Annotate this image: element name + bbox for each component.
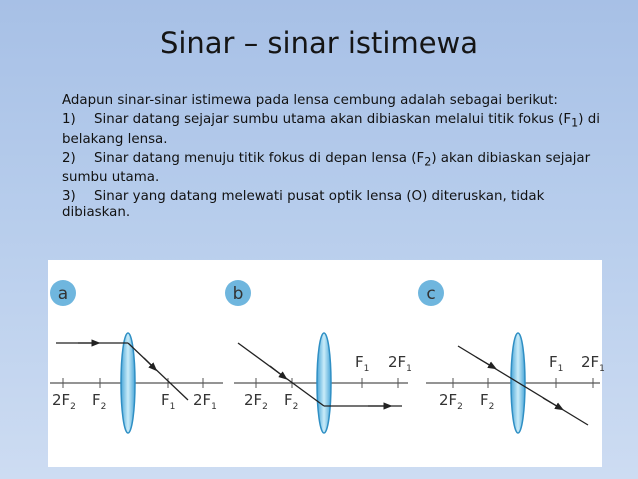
ray-arrow — [144, 358, 154, 368]
ray-arrow — [476, 357, 493, 367]
item-number: 3) — [62, 189, 76, 205]
label-f1: $F_1$ — [161, 391, 176, 412]
ray-arrow — [543, 398, 560, 408]
list-item — [62, 189, 602, 221]
lens-diagrams — [48, 260, 605, 467]
badge-b-label: b — [232, 284, 244, 304]
item-text-end: ) di belakang lensa. — [62, 112, 600, 147]
item-text-end: ) akan dibiaskan sejajar sumbu utama. — [62, 150, 591, 186]
item-text: Sinar datang sejajar sumbu utama akan dibiaskan melalui titik fokus (F — [94, 112, 572, 127]
label-f2: $F_2$ — [480, 391, 495, 412]
label-f1: $F_1$ — [355, 353, 370, 374]
intro-text: Adapun sinar-sinar istimewa pada lensa cembung adalah sebagai berikut: — [62, 93, 558, 108]
label-f2: $F_2$ — [92, 391, 107, 412]
item-number: 2) — [62, 150, 76, 166]
label-2f1: $2F_1$ — [388, 353, 412, 374]
label-2f2: $2F_2$ — [244, 391, 268, 412]
refracted-ray — [128, 343, 188, 400]
list-item — [62, 151, 602, 187]
label-f1: $F_1$ — [549, 353, 564, 374]
item-number: 1) — [62, 112, 76, 127]
badge-c-label: c — [426, 284, 436, 304]
label-2f1: $2F_1$ — [193, 391, 217, 412]
body-text — [62, 93, 602, 224]
diagram-panel — [48, 260, 605, 467]
diagram-c — [418, 280, 605, 433]
label-f2: $F_2$ — [284, 391, 299, 412]
slide-title: Sinar – sinar istimewa — [159, 26, 479, 60]
ray-arrow — [270, 366, 284, 377]
item-text: Sinar yang datang melewati pusat optik lensa (O) diteruskan, tidak dibiaskan. — [62, 189, 545, 221]
item-subscript: 1 — [571, 116, 579, 130]
label-2f1: $2F_1$ — [581, 353, 605, 374]
convex-lens — [317, 333, 331, 433]
badge-a-label: a — [57, 284, 69, 304]
item-subscript: 2 — [424, 155, 432, 169]
label-2f2: $2F_2$ — [52, 391, 76, 412]
item-text: Sinar datang menuju titik fokus di depan lensa (F — [94, 150, 425, 166]
label-2f2: $2F_2$ — [439, 391, 463, 412]
list-item — [62, 112, 602, 148]
diagram-a — [50, 280, 223, 433]
diagram-b — [225, 280, 412, 433]
